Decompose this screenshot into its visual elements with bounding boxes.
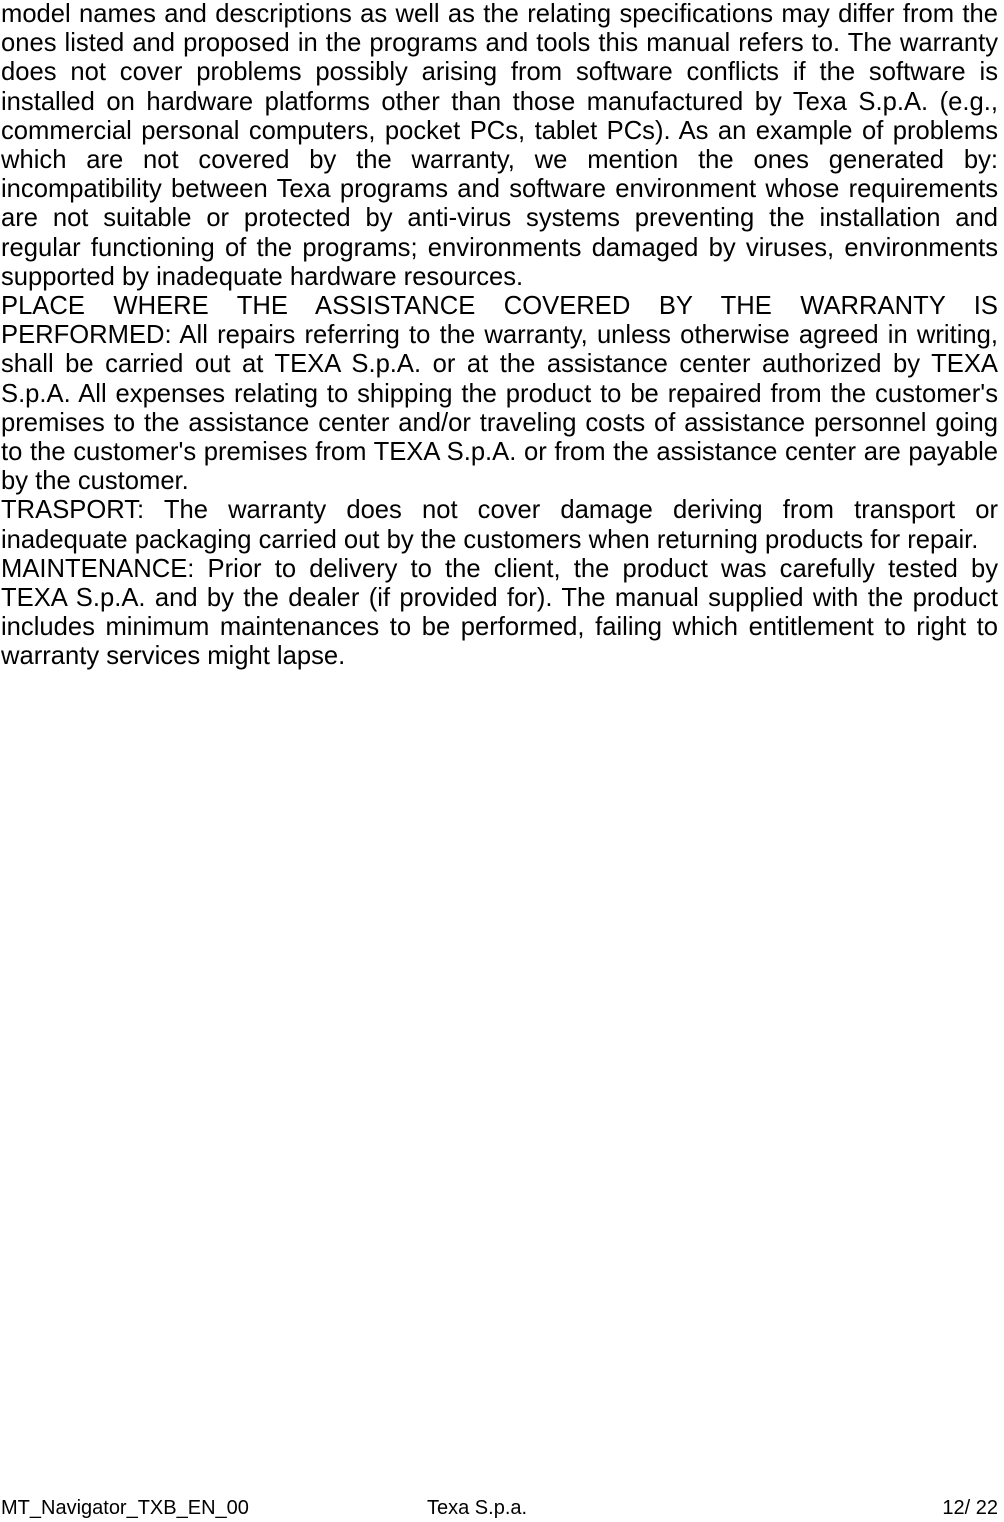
paragraph-assistance-place: PLACE WHERE THE ASSISTANCE COVERED BY THE WARRANTY IS PERFORMED: All repairs referring to the warranty, unless otherwise agreed in writing, shall be carried out at TEXA S.p.A. or at the assistance center authorized by TEXA S.p.A. All expenses relating to shipping the product to be repaired from the customer's premises to the assistance center and/or traveling costs of assistance personnel going to the customer's premises from TEXA S.p.A. or from the assistance center are payable by the customer. [1,292,998,496]
paragraph-maintenance: MAINTENANCE: Prior to delivery to the client, the product was carefully tested by TEXA S.p.A. and by the dealer (if provided for). The manual supplied with the product includes minimum maintenances to be performed, failing which entitlement to right to warranty services might lapse. [1,554,998,671]
paragraph-software-warranty: model names and descriptions as well as the relating specifications may differ from the ones listed and proposed in the programs and tools this manual refers to. The warranty does not cover problems possibly arising from software conflicts if the software is installed on hardware platforms other than those manufactured by Texa S.p.A. (e.g., commercial personal computers, pocket PCs, tablet PCs). As an example of problems which are not covered by the warranty, we mention the ones generated by: incompatibility between Texa programs and software environment whose requirements are not suitable or protected by anti-virus systems preventing the installation and regular functioning of the programs; environments damaged by viruses, environments supported by inadequate hardware resources. [1,0,998,291]
page-footer [0,1494,1000,1522]
footer-document-code: MT_Navigator_TXB_EN_00 [1,1497,249,1519]
footer-page-number: 12/ 22 [942,1497,998,1519]
document-body [0,0,998,672]
footer-company: Texa S.p.a. [427,1497,528,1519]
paragraph-transport: TRASPORT: The warranty does not cover damage deriving from transport or inadequate packaging carried out by the customers when returning products for repair. [1,496,998,554]
